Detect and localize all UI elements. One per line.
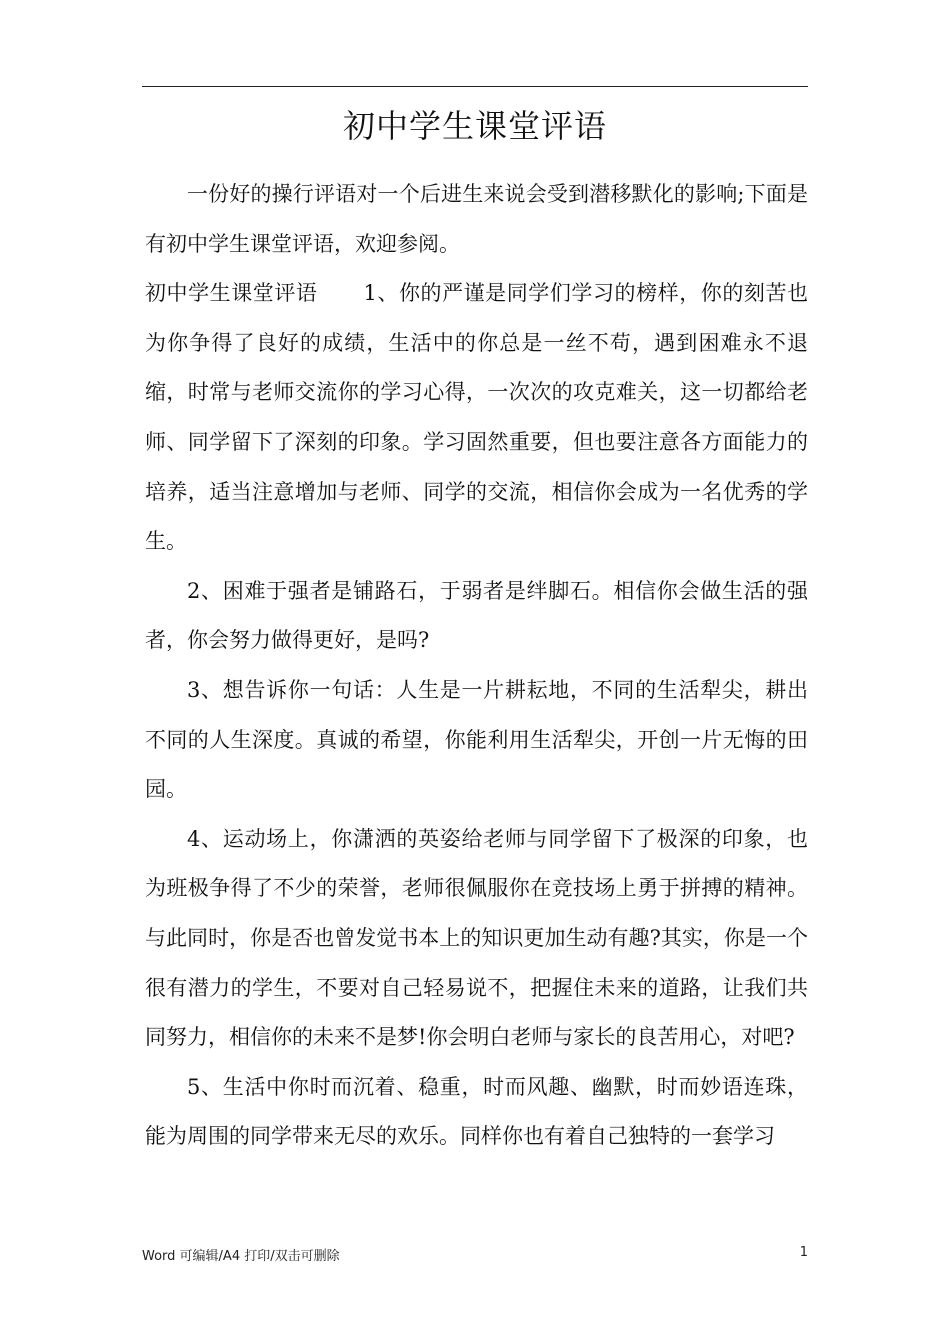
comment-paragraph-1 xyxy=(145,269,808,567)
comment-paragraph-3: 3、想告诉你一句话：人生是一片耕耘地，不同的生活犁尖，耕出不同的人生深度。真诚的希望，你能利用生活犁尖，开创一片无悔的田园。 xyxy=(145,677,808,802)
comment-1-text: 1、你的严谨是同学们学习的榜样，你的刻苦也为你争得了良好的成绩，生活中的你总是一丝不苟，遇到困难永不退缩，时常与老师交流你的学习心得，一次次的攻克难关，这一切都给老师、同学留下了深刻的印象。学习固然重要，但也要注意各方面能力的培养，适当注意增加与老师、同学的交流，相信你会成为一名优秀的学生。 xyxy=(145,281,808,554)
comment-paragraph-5: 5、生活中你时而沉着、稳重，时而风趣、幽默，时而妙语连珠，能为周围的同学带来无尽的欢乐。同样你也有着自己独特的一套学习 xyxy=(145,1074,808,1149)
comment-paragraph-2: 2、困难于强者是铺路石，于弱者是绊脚石。相信你会做生活的强者，你会努力做得更好，是吗? xyxy=(145,578,808,653)
footer-note: Word 可编辑/A4 打印/双击可删除 xyxy=(142,1249,340,1264)
header-rule xyxy=(142,86,808,87)
comment-paragraph-4: 4、运动场上，你潇洒的英姿给老师与同学留下了极深的印象，也为班极争得了不少的荣誉，老师很佩服你在竞技场上勇于拼搏的精神。与此同时，你是否也曾发觉书本上的知识更加生动有趣?其实，你是一个很有潜力的学生，不要对自己轻易说不，把握住未来的道路，让我们共同努力，相信你的未来不是梦!你会明白老师与家长的良苦用心，对吧? xyxy=(145,826,808,1050)
intro-paragraph: 一份好的操行评语对一个后进生来说会受到潜移默化的影响;下面是有初中学生课堂评语，欢迎参阅。 xyxy=(145,182,808,256)
document-title: 初中学生课堂评语 xyxy=(342,107,607,145)
document-body xyxy=(145,170,808,1162)
section-label: 初中学生课堂评语 xyxy=(145,281,318,306)
page-number: 1 xyxy=(799,1245,808,1260)
